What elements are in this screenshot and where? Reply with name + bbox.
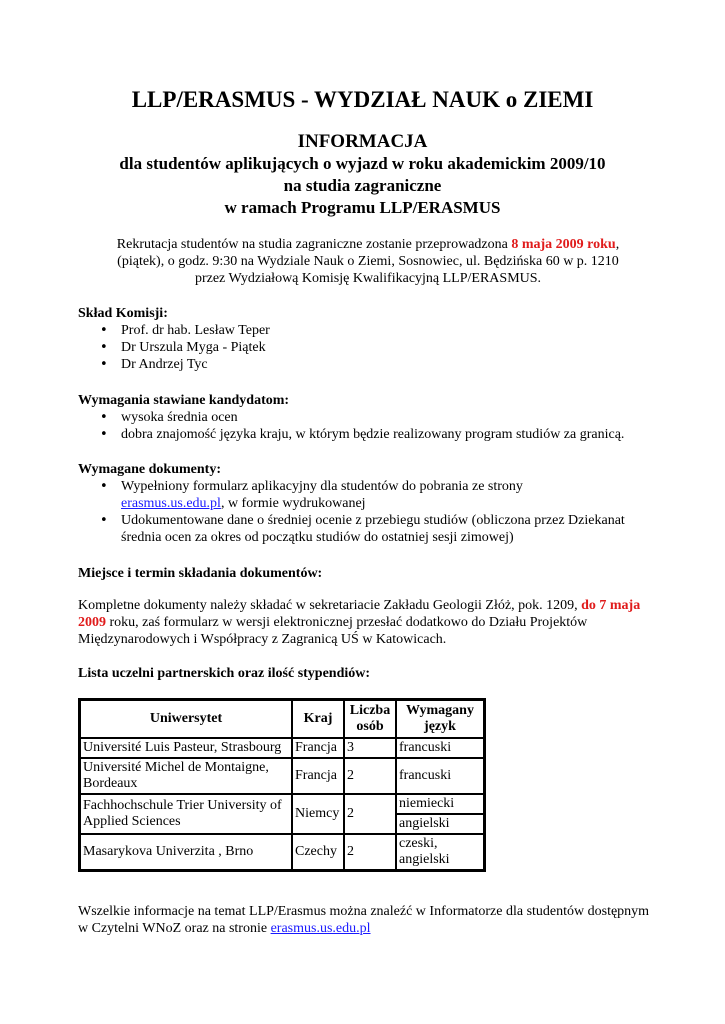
list-item: • wysoka średnia ocen bbox=[78, 409, 658, 426]
table-cell: Francja bbox=[292, 758, 344, 794]
subtitle-line: dla studentów aplikujących o wyjazd w roku akademickim 2009/10 bbox=[119, 154, 606, 173]
table-cell: czeski, angielski bbox=[396, 834, 484, 870]
table-cell: 3 bbox=[344, 738, 396, 758]
subtitle-line: w ramach Programu LLP/ERASMUS bbox=[224, 198, 501, 217]
intro-text: Rekrutacja studentów na studia zagraniczne zostanie przeprowadzona bbox=[116, 237, 512, 252]
list-item: • Dr Andrzej Tyc bbox=[78, 356, 658, 373]
column-header: Kraj bbox=[292, 700, 344, 738]
intro-line: (piątek), o godz. 9:30 na Wydziale Nauk o Ziemi, Sosnowiec, ul. Będzińska 60 w p. 1210 bbox=[117, 254, 619, 269]
section-heading: Lista uczelni partnerskich oraz ilość stypendiów: bbox=[78, 666, 371, 681]
section-heading: Skład Komisji: bbox=[78, 306, 168, 321]
submission-paragraph: Kompletne dokumenty należy składać w sekretariacie Zakładu Geologii Złóż, pok. 1209, do 7 maja 2009 roku, zaś formularz w wersji elektronicznej przesłać dodatkowo do Działu Projektów Międzynarodowych i Współpracy z Zagranicą UŚ w Katowicach. bbox=[78, 598, 641, 647]
committee-section bbox=[78, 305, 658, 373]
partners-table bbox=[78, 698, 486, 872]
section-heading: Wymagane dokumenty: bbox=[78, 462, 221, 477]
table-cell: francuski bbox=[396, 738, 484, 758]
table-header-row bbox=[80, 700, 484, 738]
deadline-date: do 7 maja 2009 bbox=[78, 598, 641, 630]
section-heading: Wymagania stawiane kandydatom: bbox=[78, 393, 290, 408]
section-heading: Miejsce i termin składania dokumentów: bbox=[78, 566, 323, 581]
intro-paragraph: Rekrutacja studentów na studia zagraniczne zostanie przeprowadzona 8 maja 2009 roku, (piątek), o godz. 9:30 na Wydziale Nauk o Ziemi, Sosnowiec, ul. Będzińska 60 w p. 1210 przez Wydziałową Komisję Kwalifikacyjną LLP/ERASMUS. bbox=[78, 236, 658, 287]
table-cell: Masarykova Univerzita , Brno bbox=[80, 834, 292, 870]
subtitle-line: na studia zagraniczne bbox=[283, 176, 442, 195]
table-cell: angielski bbox=[396, 814, 484, 834]
table-cell: Niemcy bbox=[292, 794, 344, 834]
recruitment-date: 8 maja 2009 roku bbox=[511, 237, 616, 252]
table-cell: Université Luis Pasteur, Strasbourg bbox=[80, 738, 292, 758]
column-header: Uniwersytet bbox=[80, 700, 292, 738]
table-cell: Francja bbox=[292, 738, 344, 758]
subtitle-block bbox=[0, 131, 725, 219]
erasmus-link[interactable]: erasmus.us.edu.pl bbox=[270, 921, 371, 936]
requirements-list bbox=[78, 409, 658, 443]
subtitle-line: INFORMACJA bbox=[297, 131, 428, 152]
footer-paragraph: Wszelkie informacje na temat LLP/Erasmus można znaleźć w Informatorze dla studentów dostępnym w Czytelni WNoZ oraz na stronie erasmus.us.edu.pl bbox=[78, 904, 650, 936]
committee-list bbox=[78, 322, 658, 373]
requirements-section bbox=[78, 392, 658, 443]
table-cell: 2 bbox=[344, 834, 396, 870]
table-row bbox=[80, 794, 484, 814]
table-cell: niemiecki bbox=[396, 794, 484, 814]
list-item: • Wypełniony formularz aplikacyjny dla studentów do pobrania ze strony erasmus.us.edu.pl, w formie wydrukowanej bbox=[78, 478, 658, 512]
table-row bbox=[80, 758, 484, 794]
documents-list bbox=[78, 478, 658, 546]
list-item: • Prof. dr hab. Lesław Teper bbox=[78, 322, 658, 339]
documents-section bbox=[78, 461, 658, 546]
table-row bbox=[80, 738, 484, 758]
list-item: • Dr Urszula Myga - Piątek bbox=[78, 339, 658, 356]
table-cell: 2 bbox=[344, 758, 396, 794]
column-header: Wymagany język bbox=[396, 700, 484, 738]
table-row bbox=[80, 834, 484, 870]
list-item: • Udokumentowane dane o średniej ocenie z przebiegu studiów (obliczona przez Dziekanat średnia ocen za okres od początku studiów do ostatniej sesji zimowej) bbox=[78, 512, 658, 546]
table-cell: 2 bbox=[344, 794, 396, 834]
page-title: LLP/ERASMUS - WYDZIAŁ NAUK o ZIEMI bbox=[131, 87, 594, 112]
column-header: Liczba osób bbox=[344, 700, 396, 738]
list-item: • dobra znajomość języka kraju, w którym będzie realizowany program studiów za granicą. bbox=[78, 426, 658, 443]
erasmus-link[interactable]: erasmus.us.edu.pl bbox=[121, 496, 221, 511]
table-cell: francuski bbox=[396, 758, 484, 794]
intro-line: przez Wydziałową Komisję Kwalifikacyjną LLP/ERASMUS. bbox=[194, 271, 542, 286]
table-cell: Fachhochschule Trier University of Applied Sciences bbox=[80, 794, 292, 834]
table-cell: Czechy bbox=[292, 834, 344, 870]
table-cell: Université Michel de Montaigne, Bordeaux bbox=[80, 758, 292, 794]
